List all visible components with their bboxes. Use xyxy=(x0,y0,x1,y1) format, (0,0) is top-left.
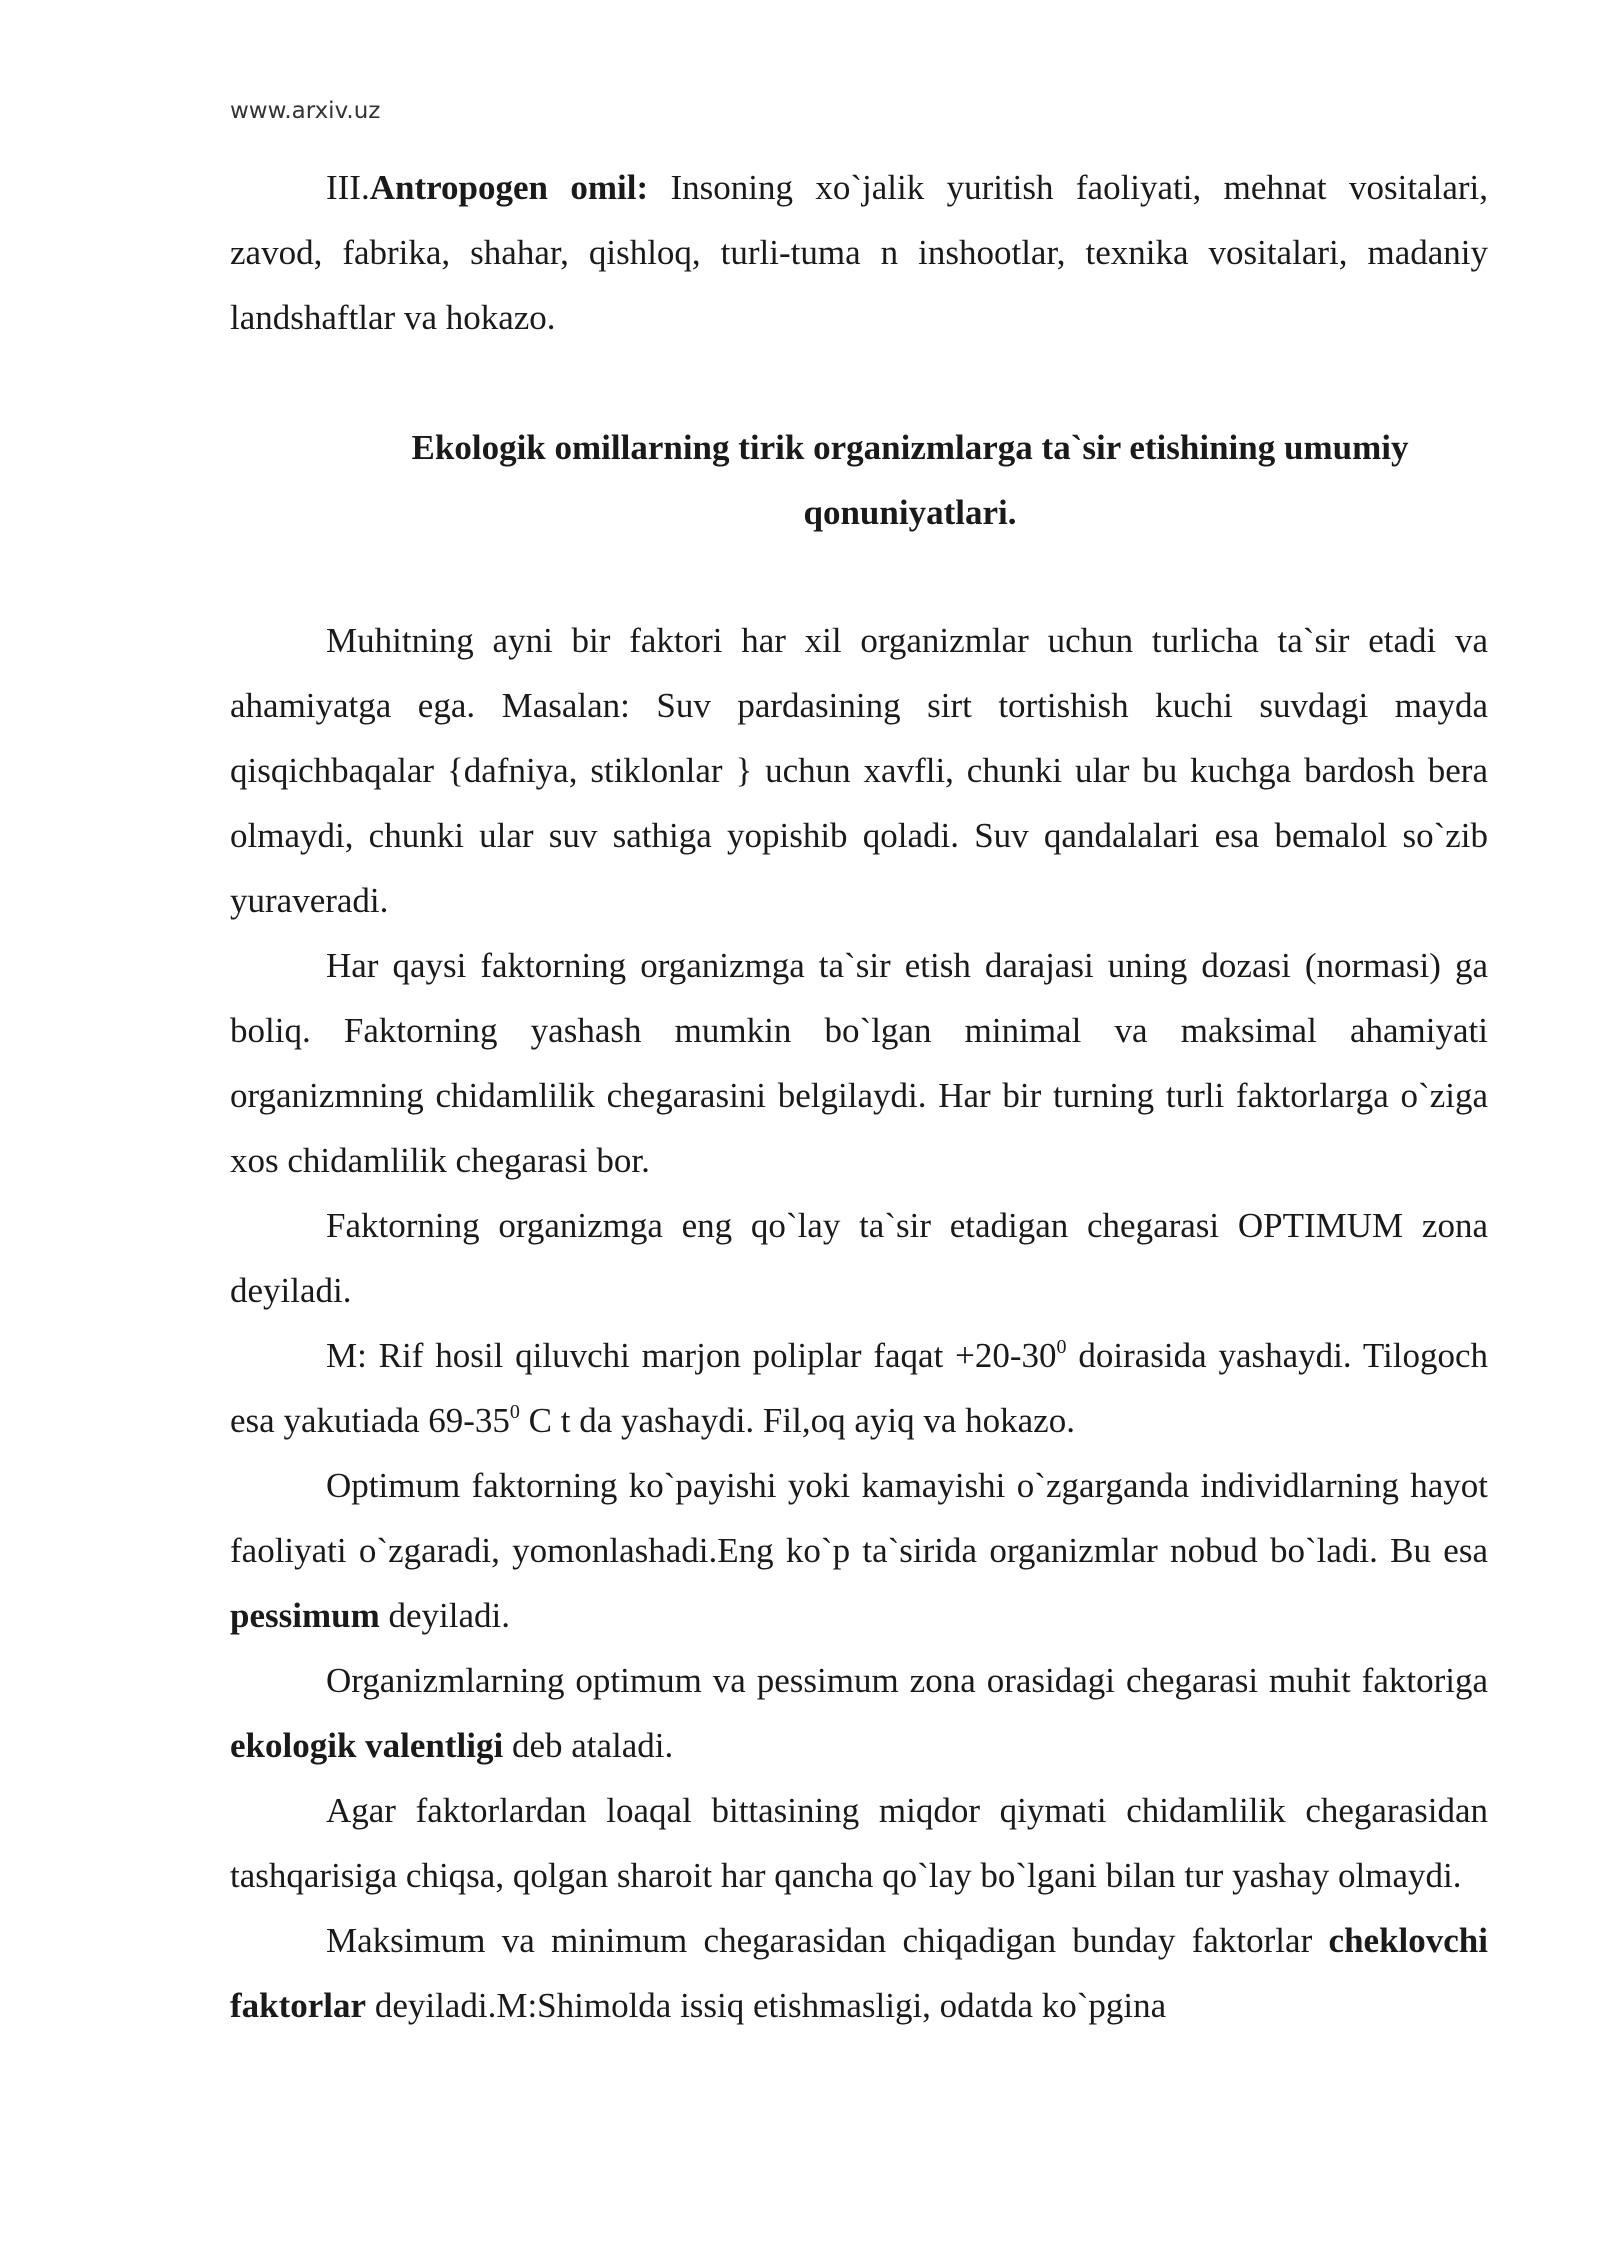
p8-text-a: Maksimum va minimum chegarasidan chiqadigan bunday faktorlar xyxy=(326,1921,1329,1960)
p8-term: cheklovchi faktorlar xyxy=(230,1921,1488,2025)
site-url: www.arxiv.uz xyxy=(230,98,381,124)
paragraph-2: Har qaysi faktorning organizmga ta`sir etish darajasi uning dozasi (normasi) ga boliq. Faktorning yashash mumkin bo`lgan minimal va maksimal ahamiyati organizmning chidamlilik chegarasini belgilaydi. Har bir turning turli faktorlarga o`ziga xos chidamlilik chegarasi bor. xyxy=(230,946,1488,1180)
p4-text-b: doirasida yashaydi. Tilogoch esa yakutiada 69-35 xyxy=(230,1336,1488,1440)
p5-term: pessimum xyxy=(230,1596,380,1635)
p6-text-a: Organizmlarning optimum va pessimum zona orasidagi chegarasi muhit faktoriga xyxy=(326,1661,1488,1700)
main-text xyxy=(230,608,1488,2038)
intro-prefix: III. xyxy=(326,168,370,207)
paragraph-6 xyxy=(230,1648,1488,1778)
intro-paragraph xyxy=(230,155,1488,350)
intro-term: Antropogen omil: xyxy=(369,168,649,207)
p4-text-a: M: Rif hosil qiluvchi marjon poliplar faqat +20-30 xyxy=(326,1336,1057,1375)
paragraph-5 xyxy=(230,1453,1488,1648)
paragraph-4 xyxy=(230,1323,1488,1453)
p5-text-b: deyiladi. xyxy=(379,1596,510,1635)
paragraph-8 xyxy=(230,1908,1488,2038)
paragraph-1: Muhitning ayni bir faktori har xil organizmlar uchun turlicha ta`sir etadi va ahamiyatga ega. Masalan: Suv pardasining sirt tortishish kuchi suvdagi mayda qisqichbaqalar {dafniya, stiklonlar } uchun xavfli, chunki ular bu kuchga bardosh bera olmaydi, chunki ular suv sathiga yopishib qoladi. Suv qandalalari esa bemalol so`zib yuraveradi. xyxy=(230,621,1488,920)
paragraph-3: Faktorning organizmga eng qo`lay ta`sir etadigan chegarasi OPTIMUM zona deyiladi. xyxy=(230,1206,1488,1310)
section-heading: Ekologik omillarning tirik organizmlarga ta`sir etishining umumiy qonuniyatlari. xyxy=(411,428,1409,532)
p4-text-c: C t da yashaydi. Fil,oq ayiq va hokazo. xyxy=(519,1401,1075,1440)
p4-superscript-1: 0 xyxy=(1056,1336,1067,1358)
intro-text: Insoning xo`jalik yuritish faoliyati, mehnat vositalari, zavod, fabrika, shahar, qishloq, turli-tuma n inshootlar, texnika vositalari, madaniy landshaftlar va hokazo. xyxy=(230,168,1488,337)
intro-section xyxy=(230,155,1488,350)
p4-superscript-2: 0 xyxy=(509,1401,520,1423)
paragraph-7: Agar faktorlardan loaqal bittasining miqdor qiymati chidamlilik chegarasidan tashqarisiga chiqsa, qolgan sharoit har qancha qo`lay bo`lgani bilan tur yashay olmaydi. xyxy=(230,1791,1488,1895)
p8-text-b: deyiladi.M:Shimolda issiq etishmasligi, odatda ko`pgina xyxy=(366,1986,1167,2025)
p5-text-a: Optimum faktorning ko`payishi yoki kamayishi o`zgarganda individlarning hayot faoliyati o`zgaradi, yomonlashadi.Eng ko`p ta`sirida organizmlar nobud bo`ladi. Bu esa xyxy=(230,1466,1488,1570)
p6-term: ekologik valentligi xyxy=(230,1726,504,1765)
p6-text-b: deb ataladi. xyxy=(503,1726,674,1765)
